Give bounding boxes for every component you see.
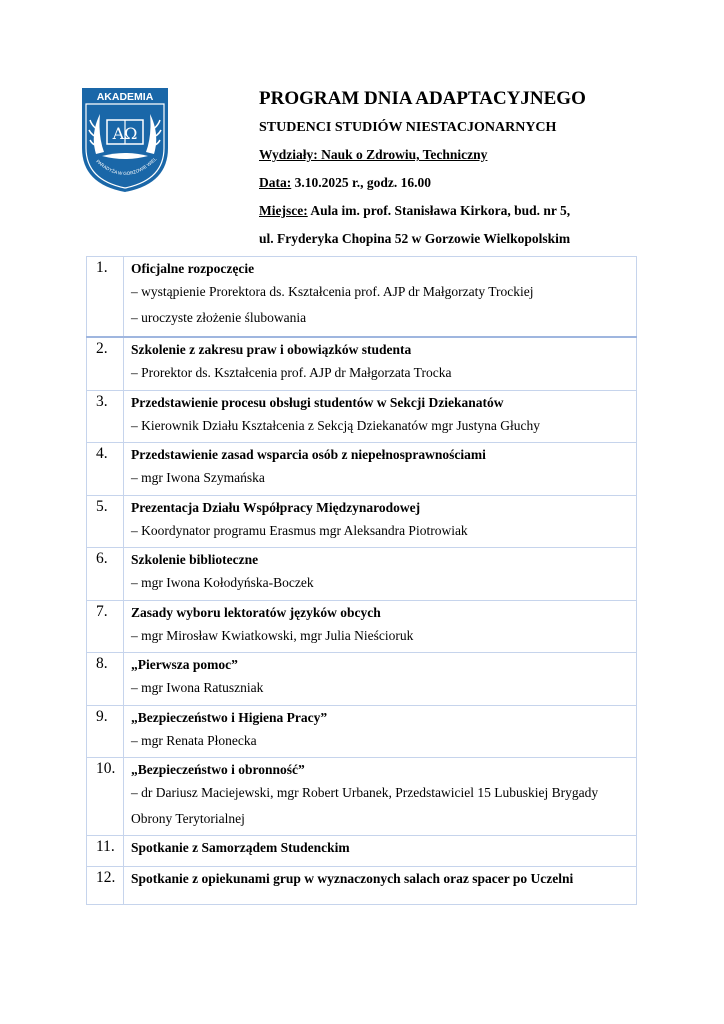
agenda-item-detail: – Koordynator programu Erasmus mgr Aleksandra Piotrowiak <box>131 522 468 538</box>
agenda-item-detail: – Prorektor ds. Kształcenia prof. AJP dr Małgorzata Trocka <box>131 365 452 380</box>
logo-bottom-text: PARADYŻA W GORZOWIE WIEL <box>95 156 158 177</box>
agenda-item-number: 7. <box>87 600 124 653</box>
agenda-item-number: 1. <box>87 257 124 338</box>
place-label: Miejsce: <box>259 203 308 218</box>
agenda-item-number: 8. <box>87 653 124 706</box>
agenda-item-title: Prezentacja Działu Współpracy Międzynarodowej <box>131 499 421 515</box>
agenda-row <box>87 836 637 867</box>
agenda-item-content <box>124 548 637 601</box>
agenda-row <box>87 337 637 390</box>
agenda-item-content <box>124 600 637 653</box>
agenda-item-content <box>124 705 637 758</box>
date-label: Data: <box>259 175 292 190</box>
agenda-item-detail: – dr Dariusz Maciejewski, mgr Robert Urbanek, Przedstawiciel 15 Lubuskiej Brygady <box>131 785 599 800</box>
agenda-item-detail: – Kierownik Działu Kształcenia z Sekcją Dziekanatów mgr Justyna Głuchy <box>131 417 540 433</box>
agenda-item-number: 6. <box>87 548 124 601</box>
logo-symbols: AΩ <box>112 124 138 143</box>
agenda-item-detail: – mgr Iwona Ratuszniak <box>131 680 264 695</box>
agenda-item-content <box>124 390 637 443</box>
agenda-item-title: Spotkanie z Samorządem Studenckim <box>131 840 350 855</box>
agenda-item-number: 5. <box>87 495 124 548</box>
agenda-row <box>87 443 637 496</box>
agenda-row <box>87 548 637 601</box>
agenda-table <box>86 256 637 905</box>
place-value: Aula im. prof. Stanisława Kirkora, bud. nr 5, <box>307 203 571 218</box>
logo-top-text: AKADEMIA <box>96 91 154 103</box>
agenda-item-title: Spotkanie z opiekunami grup w wyznaczonych salach oraz spacer po Uczelni <box>131 871 574 886</box>
agenda-item-detail: – mgr Renata Płonecka <box>131 732 257 748</box>
agenda-item-title: Szkolenie biblioteczne <box>131 552 259 567</box>
agenda-item-number: 11. <box>87 836 124 867</box>
date-line <box>259 175 431 191</box>
university-logo <box>80 86 170 194</box>
faculties-text: Wydziały: Nauk o Zdrowiu, Techniczny <box>259 147 488 162</box>
agenda-item-title: Przedstawienie procesu obsługi studentów w Sekcji Dziekanatów <box>131 394 504 410</box>
agenda-item-title: „Pierwsza pomoc” <box>131 657 238 672</box>
agenda-item-content <box>124 257 637 338</box>
page-subtitle: STUDENCI STUDIÓW NIESTACJONARNYCH <box>259 120 557 135</box>
agenda-row <box>87 758 637 836</box>
agenda-item-title: Zasady wyboru lektoratów języków obcych <box>131 604 381 620</box>
agenda-item-number: 4. <box>87 443 124 496</box>
agenda-body <box>87 257 637 905</box>
agenda-item-detail: – mgr Iwona Szymańska <box>131 470 265 485</box>
agenda-row <box>87 257 637 338</box>
agenda-row <box>87 867 637 905</box>
agenda-item-number: 10. <box>87 758 124 836</box>
agenda-item-title: Szkolenie z zakresu praw i obowiązków studenta <box>131 342 412 357</box>
date-value: 3.10.2025 r., godz. 16.00 <box>291 175 432 190</box>
place-line <box>259 203 570 219</box>
agenda-item-title: Oficjalne rozpoczęcie <box>131 261 255 276</box>
agenda-item-content <box>124 337 637 390</box>
agenda-row <box>87 600 637 653</box>
agenda-item-number: 3. <box>87 390 124 443</box>
agenda-row <box>87 705 637 758</box>
agenda-item-content <box>124 443 637 496</box>
agenda-item-detail: – uroczyste złożenie ślubowania <box>131 309 307 325</box>
place-address: ul. Fryderyka Chopina 52 w Gorzowie Wielkopolskim <box>259 231 571 246</box>
agenda-item-content <box>124 653 637 706</box>
agenda-item-number: 9. <box>87 705 124 758</box>
agenda-item-content <box>124 867 637 905</box>
agenda-item-detail: Obrony Terytorialnej <box>131 810 245 826</box>
agenda-item-title: „Bezpieczeństwo i obronność” <box>131 762 305 777</box>
agenda-item-detail: – wystąpienie Prorektora ds. Kształcenia prof. AJP dr Małgorzaty Trockiej <box>131 284 534 299</box>
agenda-item-detail: – mgr Iwona Kołodyńska-Boczek <box>131 575 314 590</box>
agenda-row <box>87 495 637 548</box>
faculties-line <box>259 147 487 163</box>
agenda-item-title: Przedstawienie zasad wsparcia osób z niepełnosprawnościami <box>131 447 486 462</box>
agenda-item-title: „Bezpieczeństwo i Higiena Pracy” <box>131 709 328 725</box>
page-title: PROGRAM DNIA ADAPTACYJNEGO <box>259 88 586 109</box>
agenda-item-number: 2. <box>87 337 124 390</box>
agenda-row <box>87 390 637 443</box>
agenda-item-number: 12. <box>87 867 124 905</box>
agenda-item-content <box>124 758 637 836</box>
agenda-item-content <box>124 836 637 867</box>
agenda-item-detail: – mgr Mirosław Kwiatkowski, mgr Julia Nieścioruk <box>131 627 414 643</box>
agenda-row <box>87 653 637 706</box>
agenda-item-content <box>124 495 637 548</box>
